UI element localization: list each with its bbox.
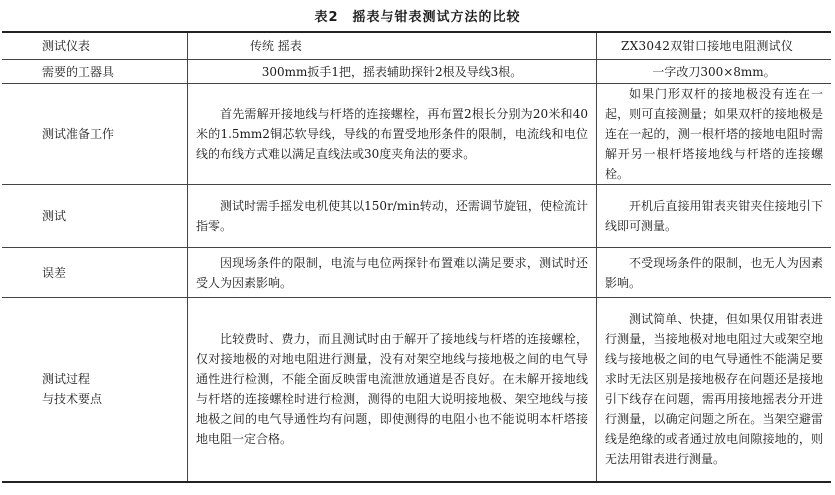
cell-traditional: 因现场条件的限制，电流与电位两探针布置难以满足要求，测试时还受人为因素影响。: [188, 248, 597, 298]
row-label: [2, 298, 188, 482]
table-caption: 表2 摇表与钳表测试方法的比较: [314, 10, 521, 25]
cell-clamp: 如果门形双杆的接地极没有连在一起，则可直接测量；如果双杆的接地极是连在一起的，测一根杆塔的接地电阻时需解开另一根杆塔接地线与杆塔的连接螺栓。: [597, 84, 832, 185]
cell-clamp: 测试简单、快捷，但如果仅用钳表进行测量，当接地极对地电阻过大或架空地线与接地极之间的电气导通性不能满足要求时无法区别是接地极存在问题还是接地引下线存在问题，需再用接地摇表分开进行测量，以确定问题之所在。当架空避雷线是绝缘的或者通过放电间隙接地的，则无法用钳表进行测量。: [597, 298, 832, 482]
row-label: 测试准备工作: [2, 84, 188, 185]
cell-traditional: 首先需解开接地线与杆塔的连接螺栓，再布置2根长分别为20米和40米的1.5mm2铜芯软导线，导线的布置受地形条件的限制，电流线和电位线的布线方式难以满足直线法或30度夹角法的要求。: [188, 84, 597, 185]
cell-clamp: 一字改刀300×8mm。: [597, 60, 832, 84]
row-label: 测试: [2, 185, 188, 248]
cell-traditional: 测试时需手摇发电机使其以150r/min转动，还需调节旋钮，使检流计指零。: [188, 185, 597, 248]
header-instrument: 测试仪表: [2, 32, 188, 60]
row-label: 需要的工器具: [2, 60, 188, 84]
header-traditional-megger: 传统 摇表: [188, 32, 597, 60]
table-row-process: [2, 298, 831, 482]
table-row-preparation: [2, 84, 831, 185]
cell-clamp: 不受现场条件的限制，也无人为因素影响。: [597, 248, 832, 298]
table-row-tools: [2, 60, 831, 84]
cell-traditional: 300mm扳手1把，摇表辅助探针2根及导线3根。: [188, 60, 597, 84]
cell-traditional: 比较费时、费力，而且测试时由于解开了接地线与杆塔的连接螺栓，仅对接地极的对地电阻进行测量，没有对架空地线与接地极之间的电气导通性进行检测，不能全面反映雷电流泄放通道是否良好。在未解开接地线与杆塔的连接螺栓时进行检测，测得的电阻大说明接地极、架空地线与接地极之间的电气导通性均有问题，即使测得的电阻小也不能说明本杆塔接地电阻一定合格。: [188, 298, 597, 482]
table-header-row: [2, 32, 831, 60]
row-label: 误差: [2, 248, 188, 298]
row-label-line2: 与技术要点: [42, 392, 103, 407]
table-row-error: [2, 248, 831, 298]
cell-clamp: 开机后直接用钳表夹钳夹住接地引下线即可测量。: [597, 185, 832, 248]
comparison-table: [2, 31, 831, 483]
header-clamp-tester: ZX3042双钳口接地电阻测试仪: [597, 32, 832, 60]
row-label-line1: 测试过程: [42, 372, 91, 387]
table-row-testing: [2, 185, 831, 248]
